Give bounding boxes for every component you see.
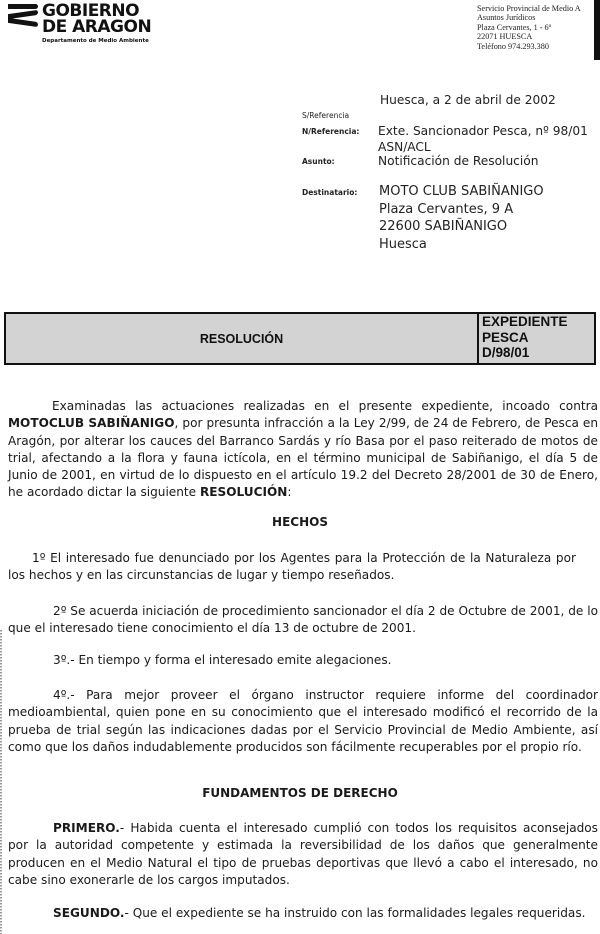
expediente-line: EXPEDIENTE — [482, 314, 568, 329]
sender-line: Teléfono 974.293.380 — [477, 41, 549, 51]
recipient-address — [379, 183, 544, 253]
recipient-label: Destinatario: — [302, 188, 358, 197]
hecho-item: 4º.- Para mejor proveer el órgano instructor requiere informe del coordinador medioambiental, quien pone en su conocimiento que el interesado modificó el recorrido de la prueba de trial según las indicaciones dadas por el Servicio Provincial de Medio Ambiente, así como que los daños indudablemente producidos son fácilmente recuperables por el propio río. — [8, 688, 598, 754]
intro-text: Examinadas las actuaciones realizadas en el presente expediente, incoado contra — [52, 399, 598, 413]
intro-text: , por presunta infracción a la Ley 2/99, de 24 de Febrero, de Pesca en Aragón, por alterar los cauces del Barranco Sardás y río Basa por el paso reiterado de motos de trial, afectando a la flora y fauna ictícola, en el término municipal de Sabiñanigo, el día 5 de Junio de 2001, en virtud de lo dispuesto en el artículo 19.2 del Decreto 28/2001 de 30 de Enero, he acordado dictar la siguiente — [8, 416, 599, 500]
org-name-line2: DE ARAGON — [42, 17, 152, 37]
fundamento-item — [8, 820, 598, 889]
header-divider — [477, 312, 479, 365]
hecho-item: 1º El interesado fue denunciado por los Agentes para la Protección de la Naturaleza por los hechos y en las circunstancias de lugar y tiempo reseñados. — [8, 551, 576, 583]
sender-line: 22071 HUESCA — [477, 32, 533, 42]
n-ref-value-line: ASN/ACL — [378, 140, 431, 154]
department-name: Departamento de Medio Ambiente — [42, 38, 149, 44]
sender-address — [477, 4, 581, 51]
n-ref-label: N/Referencia: — [302, 127, 360, 136]
hechos-heading: HECHOS — [272, 515, 328, 529]
accused-name: MOTOCLUB SABIÑANIGO — [8, 416, 175, 431]
hecho-item: 3º.- En tiempo y forma el interesado emite alegaciones. — [53, 653, 392, 667]
org-name-line1: GOBIERNO — [42, 1, 140, 21]
subject-value: Notificación de Resolución — [378, 154, 539, 168]
fundamentos-heading: FUNDAMENTOS DE DERECHO — [202, 786, 398, 800]
subject-label: Asunto: — [302, 157, 335, 166]
aragon-stripes-icon — [8, 4, 38, 34]
n-ref-value — [378, 123, 588, 155]
scan-edge — [0, 630, 2, 934]
sender-line: Asuntos Jurídicos — [477, 13, 536, 23]
recipient-line: Plaza Cervantes, 9 A — [379, 201, 514, 217]
intro-text: : — [287, 485, 292, 500]
fundamento-text: - Que el expediente se ha instruido con las formalidades legales requeridas. — [124, 906, 586, 920]
s-ref-label: S/Referencia — [302, 111, 350, 120]
intro-paragraph — [8, 398, 598, 502]
expediente-line: D/98/01 — [482, 345, 530, 360]
fundamento-lead: PRIMERO. — [53, 821, 120, 835]
recipient-line: MOTO CLUB SABIÑANIGO — [379, 184, 544, 199]
fundamento-item — [8, 905, 598, 922]
sender-line: Servicio Provincial de Medio A — [477, 4, 581, 13]
date-line: Huesca, a 2 de abril de 2002 — [380, 93, 556, 107]
fundamento-text: - Habida cuenta el interesado cumplió con todos los requisitos aconsejados por la autoridad competente y estimada la reversibilidad de los daños que generalmente producen en el Medio Natural el tipo de pruebas deportivas que llevó a cabo el interesado, no cabe sino exonerarle de los cargos imputados. — [8, 821, 598, 887]
n-ref-value-line: Exte. Sancionador Pesca, nº 98/01 — [378, 124, 588, 138]
hecho-item: 2º Se acuerda iniciación de procedimiento sancionador el día 2 de Octubre de 2001, de lo que el interesado tiene conocimiento el día 13 de octubre de 2001. — [8, 604, 598, 636]
recipient-line: 22600 SABIÑANIGO — [379, 219, 508, 234]
resolution-title: RESOLUCIÓN — [199, 331, 284, 346]
recipient-line: Huesca — [379, 236, 427, 252]
sender-line: Plaza Cervantes, 1 - 6º — [477, 22, 552, 32]
resolution-word: RESOLUCIÓN — [199, 485, 288, 500]
scan-edge — [594, 0, 600, 60]
fundamento-lead: SEGUNDO. — [53, 906, 125, 920]
expediente-line: PESCA — [482, 329, 529, 345]
expediente-id — [482, 314, 568, 361]
